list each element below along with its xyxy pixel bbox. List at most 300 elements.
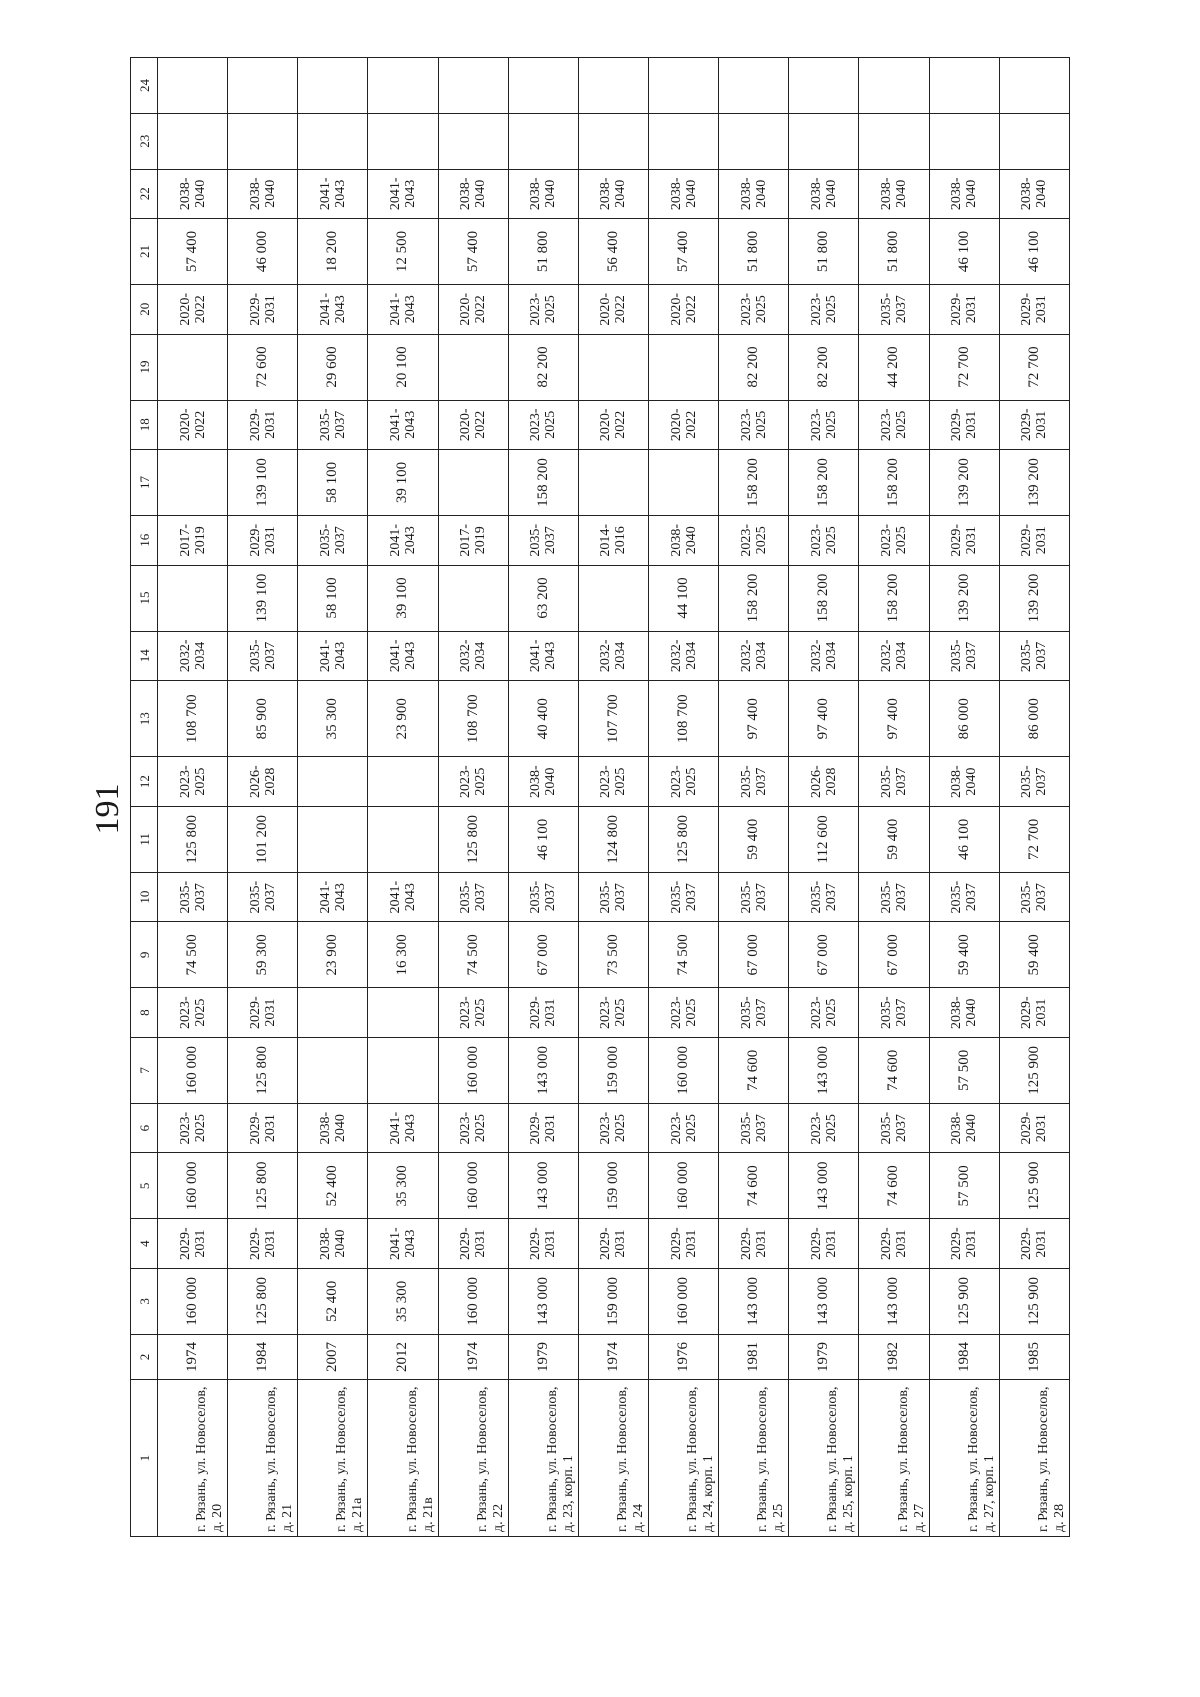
table-cell: 58 100 [298,450,368,516]
table-row [368,58,438,1537]
table-row [158,58,228,1537]
table-cell [368,988,438,1038]
table-cell: 2032-2034 [158,631,228,681]
table-cell: 59 300 [228,922,298,988]
table-cell: 1974 [438,1334,508,1379]
table-cell [648,450,718,516]
table-cell [298,58,368,114]
table-cell: 57 500 [929,1037,999,1103]
table-row [789,58,859,1537]
table-cell: 2035-2037 [719,757,789,807]
column-number-6: 6 [131,1103,158,1153]
table-cell: 57 400 [158,219,228,285]
table-cell [578,113,648,169]
table-cell [578,450,648,516]
table-cell: 158 200 [859,565,929,631]
table-cell: 160 000 [158,1153,228,1219]
table-cell: 108 700 [158,681,228,757]
table-cell: 2020-2022 [158,285,228,335]
table-cell [648,334,718,400]
table-cell: 143 000 [859,1268,929,1334]
column-number-15: 15 [131,565,158,631]
table-cell: 125 800 [228,1268,298,1334]
table-cell: 20 100 [368,334,438,400]
table-cell: 1979 [508,1334,578,1379]
table-cell [298,757,368,807]
table-cell: 2014-2016 [578,516,648,566]
capital-repair-schedule-table [130,57,1070,1537]
column-number-13: 13 [131,681,158,757]
table-cell: 2026-2028 [789,757,859,807]
table-cell: 2032-2034 [438,631,508,681]
table-cell: 1976 [648,1334,718,1379]
table-row [859,58,929,1537]
column-number-22: 22 [131,169,158,219]
table-cell: 2041-2043 [368,1103,438,1153]
table-cell: 158 200 [719,565,789,631]
table-cell: 51 800 [719,219,789,285]
table-cell: 2041-2043 [368,1219,438,1269]
table-cell [578,58,648,114]
table-cell: 2035-2037 [859,285,929,335]
table-cell: 39 100 [368,565,438,631]
table-cell: 1981 [719,1334,789,1379]
address-cell: г. Рязань, ул. Новоселов, д. 24 [578,1380,648,1537]
table-cell: 67 000 [859,922,929,988]
table-cell: 2035-2037 [508,872,578,922]
table-cell: 97 400 [789,681,859,757]
table-cell: 143 000 [508,1037,578,1103]
table-cell [508,113,578,169]
table-cell: 2041-2043 [368,631,438,681]
table-cell: 158 200 [859,450,929,516]
table-cell [158,113,228,169]
table-cell [298,1037,368,1103]
table-cell: 2041-2043 [368,516,438,566]
table-cell: 2035-2037 [648,872,718,922]
table-cell: 2038-2040 [719,169,789,219]
table-cell [578,334,648,400]
table-cell: 72 700 [929,334,999,400]
table-cell: 2035-2037 [859,1103,929,1153]
table-cell: 57 400 [438,219,508,285]
table-cell: 2032-2034 [578,631,648,681]
table-cell: 101 200 [228,806,298,872]
table-cell: 46 100 [999,219,1069,285]
table-row [228,58,298,1537]
table-cell: 57 500 [929,1153,999,1219]
table-cell: 2035-2037 [929,631,999,681]
table-cell: 40 400 [508,681,578,757]
table-cell: 2029-2031 [999,988,1069,1038]
address-cell: г. Рязань, ул. Новоселов, д. 27, корп. 1 [929,1380,999,1537]
table-cell: 2012 [368,1334,438,1379]
column-number-14: 14 [131,631,158,681]
table-cell: 1985 [999,1334,1069,1379]
table-cell: 2038-2040 [929,988,999,1038]
table-cell [298,988,368,1038]
table-cell: 2023-2025 [158,988,228,1038]
table-cell [438,450,508,516]
table-cell: 2029-2031 [929,400,999,450]
table-cell: 2020-2022 [438,400,508,450]
table-cell: 2035-2037 [999,631,1069,681]
table-cell [648,113,718,169]
table-cell: 2035-2037 [298,516,368,566]
table-cell: 97 400 [719,681,789,757]
table-cell: 2041-2043 [368,872,438,922]
table-cell: 2029-2031 [228,400,298,450]
column-number-5: 5 [131,1153,158,1219]
table-cell: 2023-2025 [648,988,718,1038]
table-cell: 59 400 [719,806,789,872]
table-cell: 143 000 [789,1037,859,1103]
table-cell: 2029-2031 [999,1219,1069,1269]
column-number-11: 11 [131,806,158,872]
table-row [999,58,1069,1537]
address-cell: г. Рязань, ул. Новоселов, д. 28 [999,1380,1069,1537]
table-cell: 1974 [158,1334,228,1379]
table-cell: 58 100 [298,565,368,631]
table-cell [158,450,228,516]
table-cell: 139 100 [228,565,298,631]
table-cell: 74 600 [859,1153,929,1219]
table-cell: 2038-2040 [298,1219,368,1269]
table-cell: 2041-2043 [298,631,368,681]
table-cell: 46 000 [228,219,298,285]
table-cell [999,58,1069,114]
table-cell: 59 400 [929,922,999,988]
table-cell: 2038-2040 [999,169,1069,219]
table-cell: 2029-2031 [999,1103,1069,1153]
table-cell: 2038-2040 [298,1103,368,1153]
table-cell: 125 800 [228,1037,298,1103]
column-number-19: 19 [131,334,158,400]
table-cell: 2020-2022 [578,400,648,450]
table-cell: 46 100 [929,219,999,285]
table-cell: 1984 [228,1334,298,1379]
rotated-table-sheet [130,57,1070,1537]
table-cell: 2032-2034 [789,631,859,681]
address-cell: г. Рязань, ул. Новоселов, д. 21в [368,1380,438,1537]
table-cell [438,113,508,169]
table-cell: 59 400 [999,922,1069,988]
table-cell: 2029-2031 [438,1219,508,1269]
table-cell: 97 400 [859,681,929,757]
table-cell: 2029-2031 [859,1219,929,1269]
table-cell: 35 300 [298,681,368,757]
table-cell: 2038-2040 [578,169,648,219]
table-cell [789,113,859,169]
table-cell: 67 000 [789,922,859,988]
table-cell: 2038-2040 [789,169,859,219]
table-cell: 139 200 [929,450,999,516]
column-number-3: 3 [131,1268,158,1334]
table-cell: 2029-2031 [789,1219,859,1269]
table-cell: 2023-2025 [508,285,578,335]
table-cell: 52 400 [298,1268,368,1334]
table-cell: 2035-2037 [438,872,508,922]
column-number-4: 4 [131,1219,158,1269]
table-row [298,58,368,1537]
column-number-20: 20 [131,285,158,335]
table-cell: 2023-2025 [438,1103,508,1153]
table-cell: 1974 [578,1334,648,1379]
table-cell: 44 100 [648,565,718,631]
table-cell: 12 500 [368,219,438,285]
table-cell: 2029-2031 [508,1103,578,1153]
column-number-8: 8 [131,988,158,1038]
table-cell: 2023-2025 [158,1103,228,1153]
table-row [508,58,578,1537]
table-cell: 160 000 [438,1153,508,1219]
table-cell [859,58,929,114]
table-cell: 2029-2031 [648,1219,718,1269]
table-cell: 2023-2025 [789,988,859,1038]
table-cell: 160 000 [648,1037,718,1103]
table-cell: 74 600 [719,1037,789,1103]
table-cell: 29 600 [298,334,368,400]
table-cell: 82 200 [789,334,859,400]
table-cell: 74 500 [648,922,718,988]
table-cell: 72 700 [999,806,1069,872]
table-cell: 51 800 [789,219,859,285]
table-cell: 2029-2031 [508,988,578,1038]
table-cell: 139 200 [929,565,999,631]
table-cell: 56 400 [578,219,648,285]
table-cell: 139 100 [228,450,298,516]
table-cell: 125 900 [999,1268,1069,1334]
table-cell: 2035-2037 [999,872,1069,922]
table-cell: 23 900 [368,681,438,757]
table-cell: 86 000 [929,681,999,757]
table-cell: 2035-2037 [859,872,929,922]
page-number: 191 [89,783,126,835]
table-cell: 1984 [929,1334,999,1379]
table-cell [859,113,929,169]
address-cell: г. Рязань, ул. Новоселов, д. 22 [438,1380,508,1537]
table-cell: 2041-2043 [298,872,368,922]
table-cell: 143 000 [719,1268,789,1334]
table-cell: 2023-2025 [438,988,508,1038]
table-cell: 139 200 [999,565,1069,631]
table-cell: 108 700 [438,681,508,757]
table-cell: 2038-2040 [508,169,578,219]
table-cell: 2023-2025 [859,400,929,450]
table-cell: 2029-2031 [228,988,298,1038]
table-cell: 125 800 [158,806,228,872]
table-cell: 2020-2022 [438,285,508,335]
table-cell: 2029-2031 [929,1219,999,1269]
address-cell: г. Рязань, ул. Новоселов, д. 24, корп. 1 [648,1380,718,1537]
table-cell: 35 300 [368,1153,438,1219]
table-cell: 2029-2031 [999,400,1069,450]
table-cell: 158 200 [789,565,859,631]
table-cell: 39 100 [368,450,438,516]
table-cell: 2032-2034 [719,631,789,681]
table-cell: 2041-2043 [368,169,438,219]
table-cell: 86 000 [999,681,1069,757]
table-cell: 74 600 [859,1037,929,1103]
table-cell: 2035-2037 [508,516,578,566]
table-cell: 2038-2040 [508,757,578,807]
table-cell: 1979 [789,1334,859,1379]
table-cell: 143 000 [789,1268,859,1334]
column-number-18: 18 [131,400,158,450]
table-cell: 125 900 [999,1153,1069,1219]
table-cell: 2041-2043 [368,285,438,335]
table-cell: 159 000 [578,1037,648,1103]
table-cell: 160 000 [158,1268,228,1334]
table-cell: 2029-2031 [929,285,999,335]
column-number-17: 17 [131,450,158,516]
table-cell [789,58,859,114]
table-cell [228,113,298,169]
table-cell: 2023-2025 [719,516,789,566]
table-cell: 2023-2025 [578,757,648,807]
table-cell: 74 600 [719,1153,789,1219]
table-cell: 160 000 [158,1037,228,1103]
table-cell: 2038-2040 [859,169,929,219]
table-cell: 2029-2031 [999,516,1069,566]
table-cell: 2035-2037 [719,872,789,922]
table-cell: 2038-2040 [648,169,718,219]
table-cell: 125 800 [648,806,718,872]
table-cell: 74 500 [438,922,508,988]
table-cell: 57 400 [648,219,718,285]
table-cell: 2023-2025 [648,757,718,807]
table-cell: 160 000 [648,1153,718,1219]
table-cell [438,334,508,400]
table-cell: 67 000 [508,922,578,988]
table-cell: 44 200 [859,334,929,400]
table-cell: 2038-2040 [228,169,298,219]
table-cell: 2035-2037 [719,988,789,1038]
table-row [578,58,648,1537]
table-cell: 2029-2031 [719,1219,789,1269]
table-cell: 125 800 [438,806,508,872]
table-cell: 158 200 [789,450,859,516]
table-cell: 63 200 [508,565,578,631]
table-cell: 72 600 [228,334,298,400]
table-cell [298,113,368,169]
table-cell: 2023-2025 [508,400,578,450]
table-cell: 2029-2031 [929,516,999,566]
table-cell [929,113,999,169]
table-cell [719,58,789,114]
table-cell: 2035-2037 [158,872,228,922]
table-row [929,58,999,1537]
table-cell: 125 900 [929,1268,999,1334]
table-cell: 51 800 [508,219,578,285]
table-cell: 143 000 [789,1153,859,1219]
table-cell: 159 000 [578,1153,648,1219]
column-number-9: 9 [131,922,158,988]
table-cell [368,1037,438,1103]
table-cell: 82 200 [508,334,578,400]
table-cell: 107 700 [578,681,648,757]
table-cell: 2023-2025 [578,1103,648,1153]
table-cell: 2020-2022 [648,285,718,335]
table-cell: 2029-2031 [228,1103,298,1153]
table-cell: 2041-2043 [298,285,368,335]
table-cell: 2041-2043 [298,169,368,219]
table-cell: 1982 [859,1334,929,1379]
column-number-2: 2 [131,1334,158,1379]
table-cell: 2032-2034 [648,631,718,681]
table-cell [158,334,228,400]
address-cell: г. Рязань, ул. Новоселов, д. 21а [298,1380,368,1537]
table-cell [438,565,508,631]
address-cell: г. Рязань, ул. Новоселов, д. 23, корп. 1 [508,1380,578,1537]
column-number-23: 23 [131,113,158,169]
address-cell: г. Рязань, ул. Новоселов, д. 20 [158,1380,228,1537]
table-cell: 2023-2025 [789,400,859,450]
table-cell: 2038-2040 [438,169,508,219]
table-cell: 2035-2037 [228,872,298,922]
table-cell: 2035-2037 [999,757,1069,807]
table-cell: 2017-2019 [158,516,228,566]
table-cell: 59 400 [859,806,929,872]
table-cell: 139 200 [999,450,1069,516]
table-cell: 2029-2031 [228,285,298,335]
table-cell: 72 700 [999,334,1069,400]
table-cell: 74 500 [158,922,228,988]
table-cell: 143 000 [508,1268,578,1334]
table-cell: 2023-2025 [158,757,228,807]
table-cell: 2035-2037 [228,631,298,681]
column-number-1: 1 [131,1380,158,1537]
table-cell: 2023-2025 [648,1103,718,1153]
table-body [158,58,1070,1537]
table-cell: 35 300 [368,1268,438,1334]
table-cell: 158 200 [508,450,578,516]
table-cell: 2029-2031 [508,1219,578,1269]
table-cell: 2041-2043 [368,400,438,450]
table-cell: 82 200 [719,334,789,400]
table-cell: 2023-2025 [438,757,508,807]
column-number-21: 21 [131,219,158,285]
table-row [438,58,508,1537]
table-cell: 2032-2034 [859,631,929,681]
table-cell [719,113,789,169]
table-cell: 2041-2043 [508,631,578,681]
table-cell: 85 900 [228,681,298,757]
table-row [719,58,789,1537]
table-cell: 2035-2037 [929,872,999,922]
table-cell: 159 000 [578,1268,648,1334]
table-cell: 46 100 [929,806,999,872]
table-cell: 112 600 [789,806,859,872]
table-cell: 160 000 [438,1037,508,1103]
column-number-24: 24 [131,58,158,114]
table-cell: 2020-2022 [158,400,228,450]
table-cell: 23 900 [298,922,368,988]
table-cell: 160 000 [648,1268,718,1334]
table-cell: 51 800 [859,219,929,285]
table-cell: 2038-2040 [929,169,999,219]
address-cell: г. Рязань, ул. Новоселов, д. 27 [859,1380,929,1537]
table-cell: 2029-2031 [999,285,1069,335]
table-cell: 2035-2037 [719,1103,789,1153]
table-cell [368,757,438,807]
table-cell: 143 000 [508,1153,578,1219]
table-cell: 2035-2037 [578,872,648,922]
table-cell: 108 700 [648,681,718,757]
table-cell: 2029-2031 [158,1219,228,1269]
table-cell [578,565,648,631]
table-cell: 160 000 [438,1268,508,1334]
